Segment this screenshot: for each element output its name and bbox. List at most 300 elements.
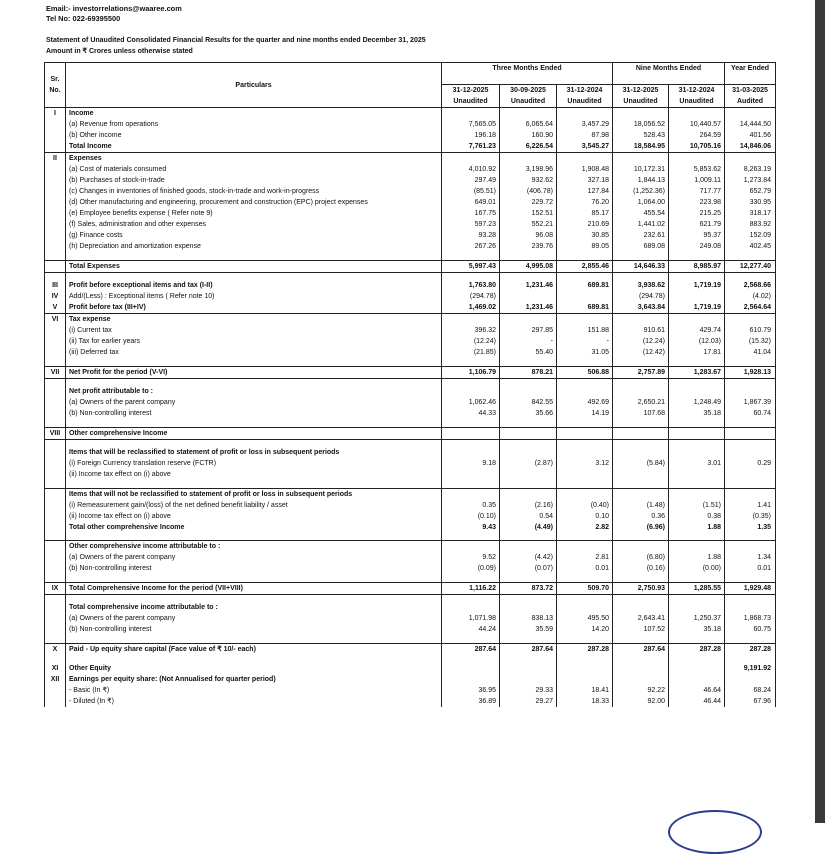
value-cell bbox=[669, 272, 725, 280]
value-cell: 0.01 bbox=[725, 563, 776, 574]
value-cell: (0.07) bbox=[500, 563, 557, 574]
value-cell: 287.28 bbox=[669, 643, 725, 655]
value-cell bbox=[557, 488, 613, 500]
value-cell: 14.20 bbox=[557, 624, 613, 635]
value-cell: 249.08 bbox=[669, 241, 725, 252]
value-cell: 1,469.02 bbox=[442, 302, 500, 314]
value-cell: 1,231.46 bbox=[500, 280, 557, 291]
audit-status-header: Unaudited bbox=[613, 96, 669, 108]
table-row bbox=[45, 208, 776, 219]
value-cell bbox=[442, 314, 500, 326]
particulars-cell bbox=[66, 358, 442, 366]
sr-cell: XI bbox=[45, 663, 66, 674]
value-cell bbox=[557, 674, 613, 685]
value-cell bbox=[669, 674, 725, 685]
value-cell bbox=[500, 153, 557, 165]
table-row bbox=[45, 427, 776, 439]
particulars-cell: Total Expenses bbox=[66, 260, 442, 272]
particulars-cell bbox=[66, 574, 442, 582]
value-cell bbox=[500, 674, 557, 685]
sr-cell bbox=[45, 141, 66, 153]
table-row bbox=[45, 685, 776, 696]
value-cell: 1,928.13 bbox=[725, 366, 776, 378]
table-row bbox=[45, 186, 776, 197]
value-cell: 55.40 bbox=[500, 347, 557, 358]
value-cell: (12.24) bbox=[442, 336, 500, 347]
value-cell: 1,248.49 bbox=[669, 397, 725, 408]
value-cell: 287.28 bbox=[557, 643, 613, 655]
value-cell bbox=[557, 419, 613, 427]
sr-cell bbox=[45, 574, 66, 582]
value-cell bbox=[557, 574, 613, 582]
table-row bbox=[45, 141, 776, 153]
value-cell: 506.88 bbox=[557, 366, 613, 378]
value-cell: (12.42) bbox=[613, 347, 669, 358]
period-date-header: 31-12-2024 bbox=[669, 85, 725, 97]
value-cell: 1,071.98 bbox=[442, 613, 500, 624]
particulars-cell: Earnings per equity share: (Not Annualised for quarter period) bbox=[66, 674, 442, 685]
sr-cell bbox=[45, 347, 66, 358]
value-cell: 3,545.27 bbox=[557, 141, 613, 153]
particulars-cell: (c) Changes in inventories of finished goods, stock-in-trade and work-in-progress bbox=[66, 186, 442, 197]
value-cell bbox=[669, 480, 725, 488]
value-cell bbox=[442, 594, 500, 602]
table-row bbox=[45, 230, 776, 241]
value-cell bbox=[557, 602, 613, 613]
table-row bbox=[45, 552, 776, 563]
sr-cell bbox=[45, 260, 66, 272]
value-cell: 9.18 bbox=[442, 458, 500, 469]
particulars-cell: (a) Owners of the parent company bbox=[66, 552, 442, 563]
value-cell: 92.00 bbox=[613, 696, 669, 707]
value-cell: 932.62 bbox=[500, 175, 557, 186]
value-cell: 0.01 bbox=[557, 563, 613, 574]
spacer-row bbox=[45, 439, 776, 447]
value-cell: 18,056.52 bbox=[613, 119, 669, 130]
sr-cell bbox=[45, 164, 66, 175]
value-cell: 46.44 bbox=[669, 696, 725, 707]
value-cell: 196.18 bbox=[442, 130, 500, 141]
particulars-cell: Total Income bbox=[66, 141, 442, 153]
value-cell bbox=[442, 108, 500, 120]
value-cell bbox=[500, 488, 557, 500]
value-cell bbox=[613, 541, 669, 553]
particulars-cell: (a) Owners of the parent company bbox=[66, 397, 442, 408]
value-cell: (294.78) bbox=[613, 291, 669, 302]
value-cell: 3,938.62 bbox=[613, 280, 669, 291]
value-cell bbox=[557, 358, 613, 366]
value-cell: (0.35) bbox=[725, 511, 776, 522]
value-cell: 215.25 bbox=[669, 208, 725, 219]
value-cell: 1,062.46 bbox=[442, 397, 500, 408]
value-cell bbox=[557, 533, 613, 541]
value-cell bbox=[500, 419, 557, 427]
value-cell bbox=[442, 480, 500, 488]
value-cell: 287.64 bbox=[442, 643, 500, 655]
value-cell: 455.54 bbox=[613, 208, 669, 219]
period-date-header: 31-03-2025 bbox=[725, 85, 776, 97]
value-cell bbox=[613, 594, 669, 602]
value-cell: 0.36 bbox=[613, 511, 669, 522]
sr-cell bbox=[45, 175, 66, 186]
value-cell: 160.90 bbox=[500, 130, 557, 141]
value-cell: 9,191.92 bbox=[725, 663, 776, 674]
particulars-cell: Other comprehensive income attributable to : bbox=[66, 541, 442, 553]
table-row bbox=[45, 624, 776, 635]
sr-cell bbox=[45, 511, 66, 522]
value-cell bbox=[613, 378, 669, 386]
particulars-cell: Expenses bbox=[66, 153, 442, 165]
value-cell: 29.33 bbox=[500, 685, 557, 696]
value-cell: 1.41 bbox=[725, 500, 776, 511]
value-cell bbox=[725, 469, 776, 480]
value-cell: (85.51) bbox=[442, 186, 500, 197]
value-cell: 492.69 bbox=[557, 397, 613, 408]
particulars-cell: Profit before exceptional items and tax (I-II) bbox=[66, 280, 442, 291]
particulars-cell: (f) Sales, administration and other expenses bbox=[66, 219, 442, 230]
sr-cell bbox=[45, 488, 66, 500]
value-cell: 4,010.92 bbox=[442, 164, 500, 175]
spacer-row bbox=[45, 272, 776, 280]
particulars-cell bbox=[66, 252, 442, 260]
value-cell: 842.55 bbox=[500, 397, 557, 408]
particulars-cell: Net Profit for the period (V-VI) bbox=[66, 366, 442, 378]
value-cell bbox=[613, 533, 669, 541]
table-row bbox=[45, 291, 776, 302]
table-row bbox=[45, 366, 776, 378]
value-cell bbox=[442, 574, 500, 582]
value-cell bbox=[669, 291, 725, 302]
value-cell: 8,985.97 bbox=[669, 260, 725, 272]
value-cell bbox=[500, 378, 557, 386]
sr-cell bbox=[45, 219, 66, 230]
value-cell: 1,719.19 bbox=[669, 302, 725, 314]
spacer-row bbox=[45, 635, 776, 643]
sr-cell: III bbox=[45, 280, 66, 291]
spacer-row bbox=[45, 655, 776, 663]
value-cell: (0.09) bbox=[442, 563, 500, 574]
particulars-cell bbox=[66, 378, 442, 386]
value-cell: 14.19 bbox=[557, 408, 613, 419]
value-cell bbox=[725, 447, 776, 458]
value-cell: 18.41 bbox=[557, 685, 613, 696]
value-cell: 35.59 bbox=[500, 624, 557, 635]
sr-cell: X bbox=[45, 643, 66, 655]
value-cell: 2,757.89 bbox=[613, 366, 669, 378]
value-cell bbox=[725, 427, 776, 439]
table-row bbox=[45, 643, 776, 655]
value-cell bbox=[725, 252, 776, 260]
value-cell: 3.01 bbox=[669, 458, 725, 469]
particulars-cell: Items that will not be reclassified to statement of profit or loss in subsequent periods bbox=[66, 488, 442, 500]
spacer-row bbox=[45, 378, 776, 386]
particulars-cell: Other Equity bbox=[66, 663, 442, 674]
particulars-cell: (iii) Deferred tax bbox=[66, 347, 442, 358]
value-cell: 4,995.08 bbox=[500, 260, 557, 272]
value-cell bbox=[613, 663, 669, 674]
value-cell: (0.10) bbox=[442, 511, 500, 522]
value-cell: 30.85 bbox=[557, 230, 613, 241]
email-line: Email:- investorrelations@waaree.com bbox=[46, 4, 182, 13]
value-cell bbox=[669, 153, 725, 165]
value-cell: (15.32) bbox=[725, 336, 776, 347]
value-cell: 17.81 bbox=[669, 347, 725, 358]
sr-cell bbox=[45, 378, 66, 386]
table-row bbox=[45, 500, 776, 511]
table-row bbox=[45, 164, 776, 175]
sr-cell bbox=[45, 230, 66, 241]
value-cell: 14,846.06 bbox=[725, 141, 776, 153]
value-cell: 36.95 bbox=[442, 685, 500, 696]
value-cell bbox=[613, 439, 669, 447]
value-cell: 96.08 bbox=[500, 230, 557, 241]
value-cell: (12.03) bbox=[669, 336, 725, 347]
value-cell bbox=[669, 386, 725, 397]
value-cell bbox=[669, 655, 725, 663]
value-cell bbox=[442, 635, 500, 643]
value-cell bbox=[557, 153, 613, 165]
value-cell bbox=[669, 541, 725, 553]
value-cell: 60.75 bbox=[725, 624, 776, 635]
value-cell: - bbox=[557, 336, 613, 347]
table-row bbox=[45, 241, 776, 252]
value-cell: 107.68 bbox=[613, 408, 669, 419]
value-cell bbox=[500, 252, 557, 260]
value-cell: 5,997.43 bbox=[442, 260, 500, 272]
value-cell: 1,868.73 bbox=[725, 613, 776, 624]
value-cell bbox=[725, 314, 776, 326]
value-cell: 3.12 bbox=[557, 458, 613, 469]
sr-cell bbox=[45, 522, 66, 533]
sr-cell: I bbox=[45, 108, 66, 120]
value-cell bbox=[669, 574, 725, 582]
period-date-header: 31-12-2024 bbox=[557, 85, 613, 97]
value-cell bbox=[557, 386, 613, 397]
value-cell: 76.20 bbox=[557, 197, 613, 208]
value-cell bbox=[725, 674, 776, 685]
spacer-row bbox=[45, 358, 776, 366]
value-cell: 10,705.16 bbox=[669, 141, 725, 153]
sr-cell bbox=[45, 447, 66, 458]
value-cell bbox=[669, 314, 725, 326]
particulars-cell: Paid - Up equity share capital (Face value of ₹ 10/- each) bbox=[66, 643, 442, 655]
value-cell: 717.77 bbox=[669, 186, 725, 197]
value-cell: 10,172.31 bbox=[613, 164, 669, 175]
value-cell: 6,226.54 bbox=[500, 141, 557, 153]
value-cell bbox=[442, 533, 500, 541]
value-cell bbox=[613, 447, 669, 458]
value-cell: 151.88 bbox=[557, 325, 613, 336]
value-cell: 0.35 bbox=[442, 500, 500, 511]
value-cell: 18,584.95 bbox=[613, 141, 669, 153]
particulars-header: Particulars bbox=[66, 63, 442, 108]
spacer-row bbox=[45, 594, 776, 602]
value-cell bbox=[442, 153, 500, 165]
value-cell: 14,444.50 bbox=[725, 119, 776, 130]
table-row bbox=[45, 696, 776, 707]
window-edge bbox=[815, 0, 825, 823]
value-cell: 152.09 bbox=[725, 230, 776, 241]
sr-cell: VII bbox=[45, 366, 66, 378]
value-cell: 9.52 bbox=[442, 552, 500, 563]
particulars-cell: (a) Revenue from operations bbox=[66, 119, 442, 130]
particulars-cell: Total Comprehensive Income for the period (VII+VIII) bbox=[66, 582, 442, 594]
value-cell: 10,440.57 bbox=[669, 119, 725, 130]
value-cell: (12.24) bbox=[613, 336, 669, 347]
value-cell: (6.80) bbox=[613, 552, 669, 563]
particulars-cell: - Diluted (In ₹) bbox=[66, 696, 442, 707]
value-cell bbox=[557, 439, 613, 447]
value-cell: 1.34 bbox=[725, 552, 776, 563]
sr-cell bbox=[45, 552, 66, 563]
value-cell bbox=[500, 469, 557, 480]
value-cell bbox=[725, 480, 776, 488]
value-cell: 1,867.39 bbox=[725, 397, 776, 408]
value-cell: 610.79 bbox=[725, 325, 776, 336]
table-row bbox=[45, 663, 776, 674]
particulars-cell bbox=[66, 594, 442, 602]
particulars-cell bbox=[66, 272, 442, 280]
value-cell: 3,643.84 bbox=[613, 302, 669, 314]
particulars-cell: (b) Purchases of stock-in-trade bbox=[66, 175, 442, 186]
value-cell: (1.48) bbox=[613, 500, 669, 511]
spacer-row bbox=[45, 574, 776, 582]
sr-cell bbox=[45, 252, 66, 260]
company-seal bbox=[668, 810, 762, 854]
value-cell: 2,750.93 bbox=[613, 582, 669, 594]
value-cell bbox=[725, 108, 776, 120]
table-row bbox=[45, 347, 776, 358]
spacer-row bbox=[45, 533, 776, 541]
value-cell: 2,564.64 bbox=[725, 302, 776, 314]
value-cell bbox=[500, 108, 557, 120]
table-row bbox=[45, 447, 776, 458]
table-row bbox=[45, 302, 776, 314]
value-cell: 3,457.29 bbox=[557, 119, 613, 130]
value-cell: 1,844.13 bbox=[613, 175, 669, 186]
value-cell: 330.95 bbox=[725, 197, 776, 208]
value-cell bbox=[557, 663, 613, 674]
value-cell: 29.27 bbox=[500, 696, 557, 707]
value-cell: (406.78) bbox=[500, 186, 557, 197]
particulars-cell: (a) Cost of materials consumed bbox=[66, 164, 442, 175]
value-cell bbox=[500, 272, 557, 280]
value-cell bbox=[500, 541, 557, 553]
table-row bbox=[45, 336, 776, 347]
value-cell bbox=[725, 272, 776, 280]
value-cell bbox=[725, 574, 776, 582]
value-cell bbox=[613, 153, 669, 165]
value-cell: 2,643.41 bbox=[613, 613, 669, 624]
value-cell: 1,273.84 bbox=[725, 175, 776, 186]
sr-cell bbox=[45, 541, 66, 553]
value-cell: 429.74 bbox=[669, 325, 725, 336]
financial-results-table bbox=[44, 62, 776, 707]
particulars-cell: Total comprehensive income attributable to : bbox=[66, 602, 442, 613]
value-cell bbox=[613, 488, 669, 500]
value-cell: - bbox=[500, 336, 557, 347]
value-cell: 6,065.64 bbox=[500, 119, 557, 130]
sr-cell bbox=[45, 272, 66, 280]
period-date-header: 31-12-2025 bbox=[442, 85, 500, 97]
value-cell: 1,064.00 bbox=[613, 197, 669, 208]
value-cell bbox=[725, 602, 776, 613]
audit-status-header: Audited bbox=[725, 96, 776, 108]
value-cell: (0.40) bbox=[557, 500, 613, 511]
value-cell: 2,650.21 bbox=[613, 397, 669, 408]
table-row bbox=[45, 175, 776, 186]
sr-cell bbox=[45, 439, 66, 447]
value-cell: 35.18 bbox=[669, 624, 725, 635]
sr-cell bbox=[45, 696, 66, 707]
particulars-cell: - Basic (In ₹) bbox=[66, 685, 442, 696]
value-cell bbox=[725, 655, 776, 663]
value-cell bbox=[500, 291, 557, 302]
table-row bbox=[45, 280, 776, 291]
value-cell bbox=[442, 447, 500, 458]
sr-cell bbox=[45, 197, 66, 208]
sr-cell bbox=[45, 336, 66, 347]
value-cell bbox=[613, 314, 669, 326]
value-cell: 1,231.46 bbox=[500, 302, 557, 314]
value-cell: 85.17 bbox=[557, 208, 613, 219]
value-cell: 396.32 bbox=[442, 325, 500, 336]
value-cell bbox=[669, 469, 725, 480]
value-cell: 35.66 bbox=[500, 408, 557, 419]
particulars-cell bbox=[66, 635, 442, 643]
value-cell: (6.96) bbox=[613, 522, 669, 533]
value-cell bbox=[442, 419, 500, 427]
value-cell: 36.89 bbox=[442, 696, 500, 707]
particulars-cell: (b) Non-controlling interest bbox=[66, 624, 442, 635]
value-cell: (1.51) bbox=[669, 500, 725, 511]
particulars-cell: (b) Non-controlling interest bbox=[66, 408, 442, 419]
value-cell: 87.98 bbox=[557, 130, 613, 141]
value-cell: 327.18 bbox=[557, 175, 613, 186]
value-cell bbox=[725, 533, 776, 541]
particulars-cell: Other comprehensive Income bbox=[66, 427, 442, 439]
value-cell: 41.04 bbox=[725, 347, 776, 358]
value-cell: 67.96 bbox=[725, 696, 776, 707]
tel-line: Tel No: 022-69395500 bbox=[46, 14, 121, 23]
particulars-cell bbox=[66, 533, 442, 541]
value-cell bbox=[442, 252, 500, 260]
value-cell: 1,285.55 bbox=[669, 582, 725, 594]
value-cell: 597.23 bbox=[442, 219, 500, 230]
value-cell: 14,646.33 bbox=[613, 260, 669, 272]
value-cell bbox=[613, 108, 669, 120]
particulars-cell: (e) Employee benefits expense ( Refer note 9) bbox=[66, 208, 442, 219]
value-cell bbox=[442, 386, 500, 397]
value-cell: (0.00) bbox=[669, 563, 725, 574]
value-cell: 232.61 bbox=[613, 230, 669, 241]
value-cell bbox=[500, 447, 557, 458]
value-cell: 31.05 bbox=[557, 347, 613, 358]
value-cell bbox=[613, 272, 669, 280]
value-cell: 1,763.80 bbox=[442, 280, 500, 291]
sr-cell bbox=[45, 685, 66, 696]
value-cell: 7,565.05 bbox=[442, 119, 500, 130]
value-cell: 689.08 bbox=[613, 241, 669, 252]
table-row bbox=[45, 613, 776, 624]
statement-title: Statement of Unaudited Consolidated Financial Results for the quarter and nine months ended December 31, 2025 bbox=[46, 37, 426, 44]
value-cell: (4.42) bbox=[500, 552, 557, 563]
sr-cell bbox=[45, 419, 66, 427]
value-cell: 1,283.67 bbox=[669, 366, 725, 378]
value-cell: 5,853.62 bbox=[669, 164, 725, 175]
sr-cell bbox=[45, 624, 66, 635]
value-cell bbox=[557, 635, 613, 643]
